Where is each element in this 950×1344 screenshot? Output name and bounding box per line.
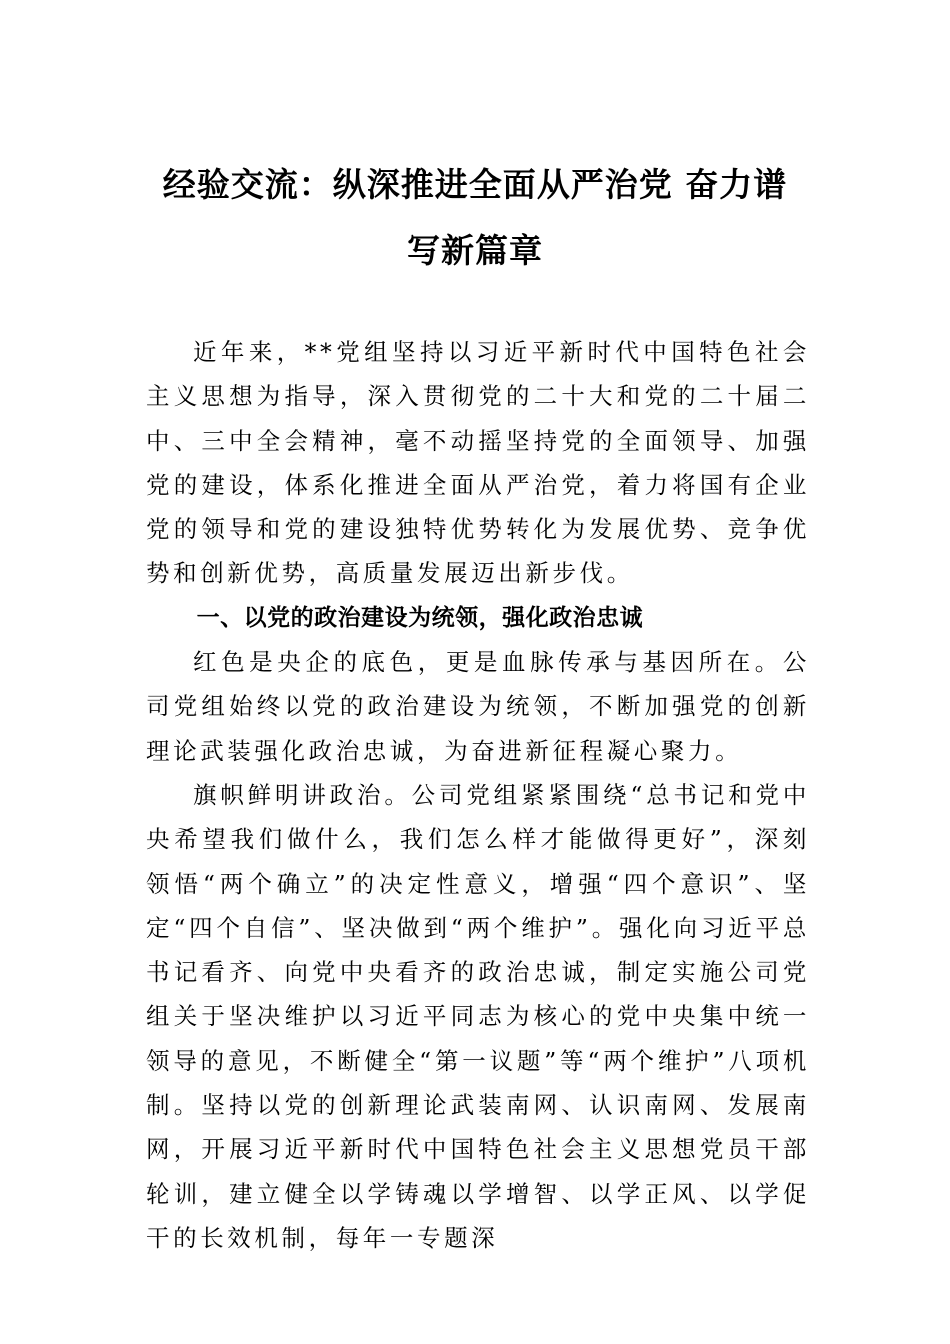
document-title-line-1: 经验交流：纵深推进全面从严治党 奋力谱 bbox=[162, 165, 788, 204]
intro-paragraph: 近年来，**党组坚持以习近平新时代中国特色社会主义思想为指导，深入贯彻党的二十大和党的二十届二中、三中全会精神，毫不动摇坚持党的全面领导、加强党的建设，体系化推进全面从严治党，着力将国有企业党的领导和党的建设独特优势转化为发展优势、竞争优势和创新优势，高质量发展迈出新步伐。 bbox=[146, 338, 810, 588]
body-paragraph: 红色是央企的底色，更是血脉传承与基因所在。公司党组始终以党的政治建设为统领，不断加强党的创新理论武装强化政治忠诚，为奋进新征程凝心聚力。 bbox=[146, 648, 810, 765]
document-body bbox=[146, 330, 810, 1260]
body-paragraph: 旗帜鲜明讲政治。公司党组紧紧围绕“总书记和党中央希望我们做什么，我们怎么样才能做得更好”，深刻领悟“两个确立”的决定性意义，增强“四个意识”、坚定“四个自信”、坚决做到“两个维护”。强化向习近平总书记看齐、向党中央看齐的政治忠诚，制定实施公司党组关于坚决维护以习近平同志为核心的党中央集中统一领导的意见，不断健全“第一议题”等“两个维护”八项机制。坚持以党的创新理论武装南网、认识南网、发展南网，开展习近平新时代中国特色社会主义思想党员干部轮训，建立健全以学铸魂以学增智、以学正风、以学促干的长效机制，每年一专题深 bbox=[146, 780, 810, 1252]
document-title bbox=[120, 152, 830, 284]
section-heading: 一、以党的政治建设为统领，强化政治忠诚 bbox=[196, 604, 644, 631]
document-title-line-2: 写新篇章 bbox=[407, 231, 543, 270]
